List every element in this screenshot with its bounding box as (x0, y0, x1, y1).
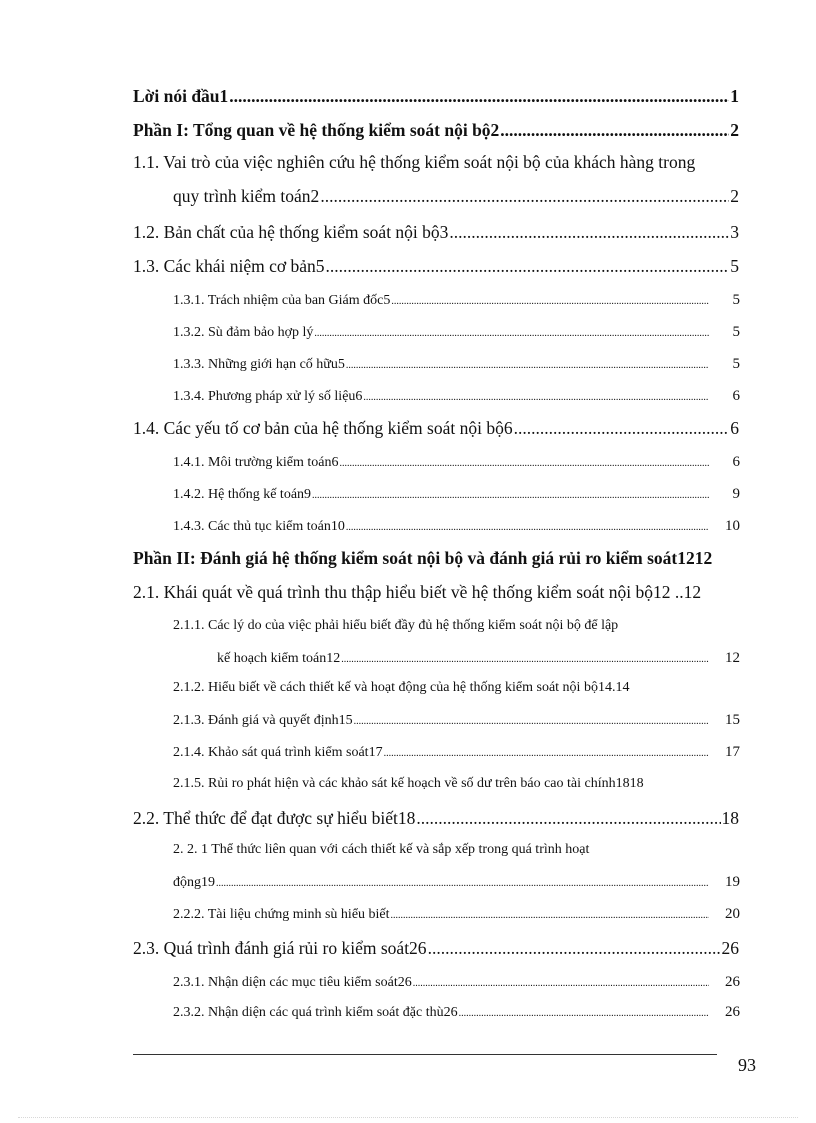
toc-entry (133, 222, 739, 243)
toc-entry-page: 26 (725, 974, 740, 990)
dot-leader (312, 490, 709, 501)
toc-entry (133, 120, 739, 141)
toc-entry-page: 5 (730, 256, 739, 276)
toc-entry-page: 19 (725, 874, 740, 890)
dot-leader (320, 186, 729, 207)
dot-leader (354, 716, 709, 727)
toc-entry-title: 2.3.1. Nhận diện các mục tiêu kiểm soát26 (173, 975, 412, 990)
toc-entry-page: 5 (732, 292, 740, 308)
toc-entry-page: 9 (732, 486, 740, 502)
toc-entry-page: 6 (732, 388, 740, 404)
toc-entry-continuation (173, 874, 740, 891)
dot-leader (500, 120, 729, 141)
toc-entry-title: 2.2.2. Tài liệu chứng minh sù hiểu biết (173, 907, 390, 922)
toc-entry-page: 26 (725, 1004, 740, 1020)
toc-entry-title: 1.4. Các yếu tố cơ bản của hệ thống kiểm soát nội bộ6 (133, 418, 513, 438)
toc-entry-title-cont: quy trình kiểm toán2 (173, 186, 320, 206)
dot-leader (314, 328, 709, 339)
toc-entry-continuation (217, 650, 740, 667)
toc-entry (133, 938, 739, 959)
toc-entry (133, 808, 739, 829)
toc-entry-title: 2.2. Thể thức để đạt được sự hiểu biết18 (133, 808, 416, 828)
toc-entry-title: 2.1.2. Hiểu biết về cách thiết kế và hoạt động của hệ thống kiểm soát nội bộ14.14 (173, 680, 630, 695)
dot-leader (326, 256, 730, 277)
dot-leader (391, 910, 709, 921)
dot-leader (346, 360, 709, 371)
toc-entry-title-cont: kế hoạch kiểm toán12 (217, 651, 341, 666)
toc-entry (173, 518, 740, 535)
toc-entry (133, 418, 739, 439)
toc-entry-page: 15 (725, 712, 740, 728)
dot-leader (459, 1008, 709, 1019)
toc-entry-title: 2. 2. 1 Thể thức liên quan với cách thiết kế và sắp xếp trong quá trình hoạt (173, 842, 590, 857)
toc-entry (173, 712, 740, 729)
toc-entry-continuation (173, 186, 739, 207)
toc-entry (173, 292, 740, 309)
toc-entry (173, 974, 740, 991)
toc-entry-page: 6 (732, 454, 740, 470)
toc-entry (173, 388, 740, 405)
toc-entry-page: 2 (730, 186, 739, 206)
toc-entry-page: 10 (725, 518, 740, 534)
toc-entry-page: 12 (725, 650, 740, 666)
toc-entry-page: 3 (730, 222, 739, 242)
toc-entry-title: 1.3.3. Những giới hạn cố hữu5 (173, 357, 345, 372)
toc-entry-title: 2.1.3. Đánh giá và quyết định15 (173, 713, 353, 728)
dot-leader (428, 938, 721, 959)
toc-entry-page: 2 (730, 120, 739, 140)
dot-leader (341, 654, 709, 665)
toc-entry-title: 2.1. Khái quát về quá trình thu thập hiểu biết về hệ thống kiểm soát nội bộ12 ..12 (133, 582, 702, 602)
toc-entry (173, 324, 740, 341)
toc-entry-title: 1.3.4. Phương pháp xử lý số liệu6 (173, 389, 363, 404)
toc-entry-title: 1.1. Vai trò của việc nghiên cứu hệ thống kiểm soát nội bộ của khách hàng trong (133, 152, 696, 172)
dot-leader (449, 222, 729, 243)
toc-entry-title: 2.1.4. Khảo sát quá trình kiểm soát17 (173, 745, 383, 760)
page-number: 93 (738, 1055, 756, 1075)
dot-leader (346, 522, 709, 533)
toc-entry-title: Phần II: Đánh giá hệ thống kiểm soát nội bộ và đánh giá rủi ro kiểm soát1212 (133, 548, 713, 568)
footer-rule (133, 1054, 717, 1055)
toc-entry (173, 744, 740, 761)
toc-entry-title: Lời nói đầu1 (133, 86, 229, 106)
toc-entry (173, 680, 629, 696)
toc-entry (173, 618, 740, 634)
toc-entry-page: 5 (732, 324, 740, 340)
toc-entry-page: 6 (730, 418, 739, 438)
toc-entry-page: 17 (725, 744, 740, 760)
toc-entry-title: 1.3. Các khái niệm cơ bản5 (133, 256, 325, 276)
toc-entry-title: 1.3.2. Sù đảm bảo hợp lý (173, 325, 314, 340)
toc-entry-title: 2.1.1. Các lý do của việc phải hiểu biết đầy đủ hệ thống kiểm soát nội bộ để lập (173, 618, 619, 633)
page-edge-divider (18, 1117, 798, 1118)
toc-entry-title-cont: động19 (173, 875, 215, 890)
toc-entry (133, 152, 739, 173)
toc-entry-title: 2.3. Quá trình đánh giá rủi ro kiểm soát26 (133, 938, 427, 958)
dot-leader (339, 458, 709, 469)
toc-entry (133, 256, 739, 277)
toc-entry-title: 1.4.2. Hệ thống kế toán9 (173, 487, 312, 502)
toc-entry-page: 26 (721, 938, 739, 958)
dot-leader (363, 392, 709, 403)
toc-entry (173, 906, 740, 923)
toc-entry-title: 2.3.2. Nhận diện các quá trình kiểm soát đặc thù26 (173, 1005, 458, 1020)
dot-leader (514, 418, 730, 439)
toc-entry-title: 1.4.3. Các thủ tục kiểm toán10 (173, 519, 345, 534)
toc-entry-title: 2.1.5. Rủi ro phát hiện và các khảo sát kế hoạch về số dư trên báo cao tài chính1818 (173, 776, 644, 791)
toc-entry (133, 548, 758, 569)
toc-entry-title: 1.2. Bản chất của hệ thống kiểm soát nội bộ3 (133, 222, 449, 242)
toc-entry (133, 86, 739, 107)
toc-entry-page: 1 (730, 86, 739, 106)
toc-entry (133, 582, 739, 603)
toc-entry (173, 356, 740, 373)
dot-leader (416, 808, 720, 829)
toc-entry-page: 20 (725, 906, 740, 922)
dot-leader (216, 878, 709, 889)
dot-leader (391, 296, 709, 307)
toc-entry (173, 486, 740, 503)
dot-leader (413, 978, 709, 989)
toc-entry (173, 776, 644, 792)
toc-entry-title: Phần I: Tổng quan về hệ thống kiểm soát nội bộ2 (133, 120, 500, 140)
dot-leader (229, 86, 729, 107)
toc-entry (173, 1004, 740, 1021)
toc-entry-title: 1.4.1. Môi trường kiểm toán6 (173, 455, 339, 470)
toc-entry (173, 842, 740, 858)
toc-entry-page: 5 (732, 356, 740, 372)
toc-entry-title: 1.3.1. Trách nhiệm của ban Giám đốc5 (173, 293, 391, 308)
toc-entry (173, 454, 740, 471)
toc-entry-page: 18 (721, 808, 739, 828)
dot-leader (384, 748, 709, 759)
